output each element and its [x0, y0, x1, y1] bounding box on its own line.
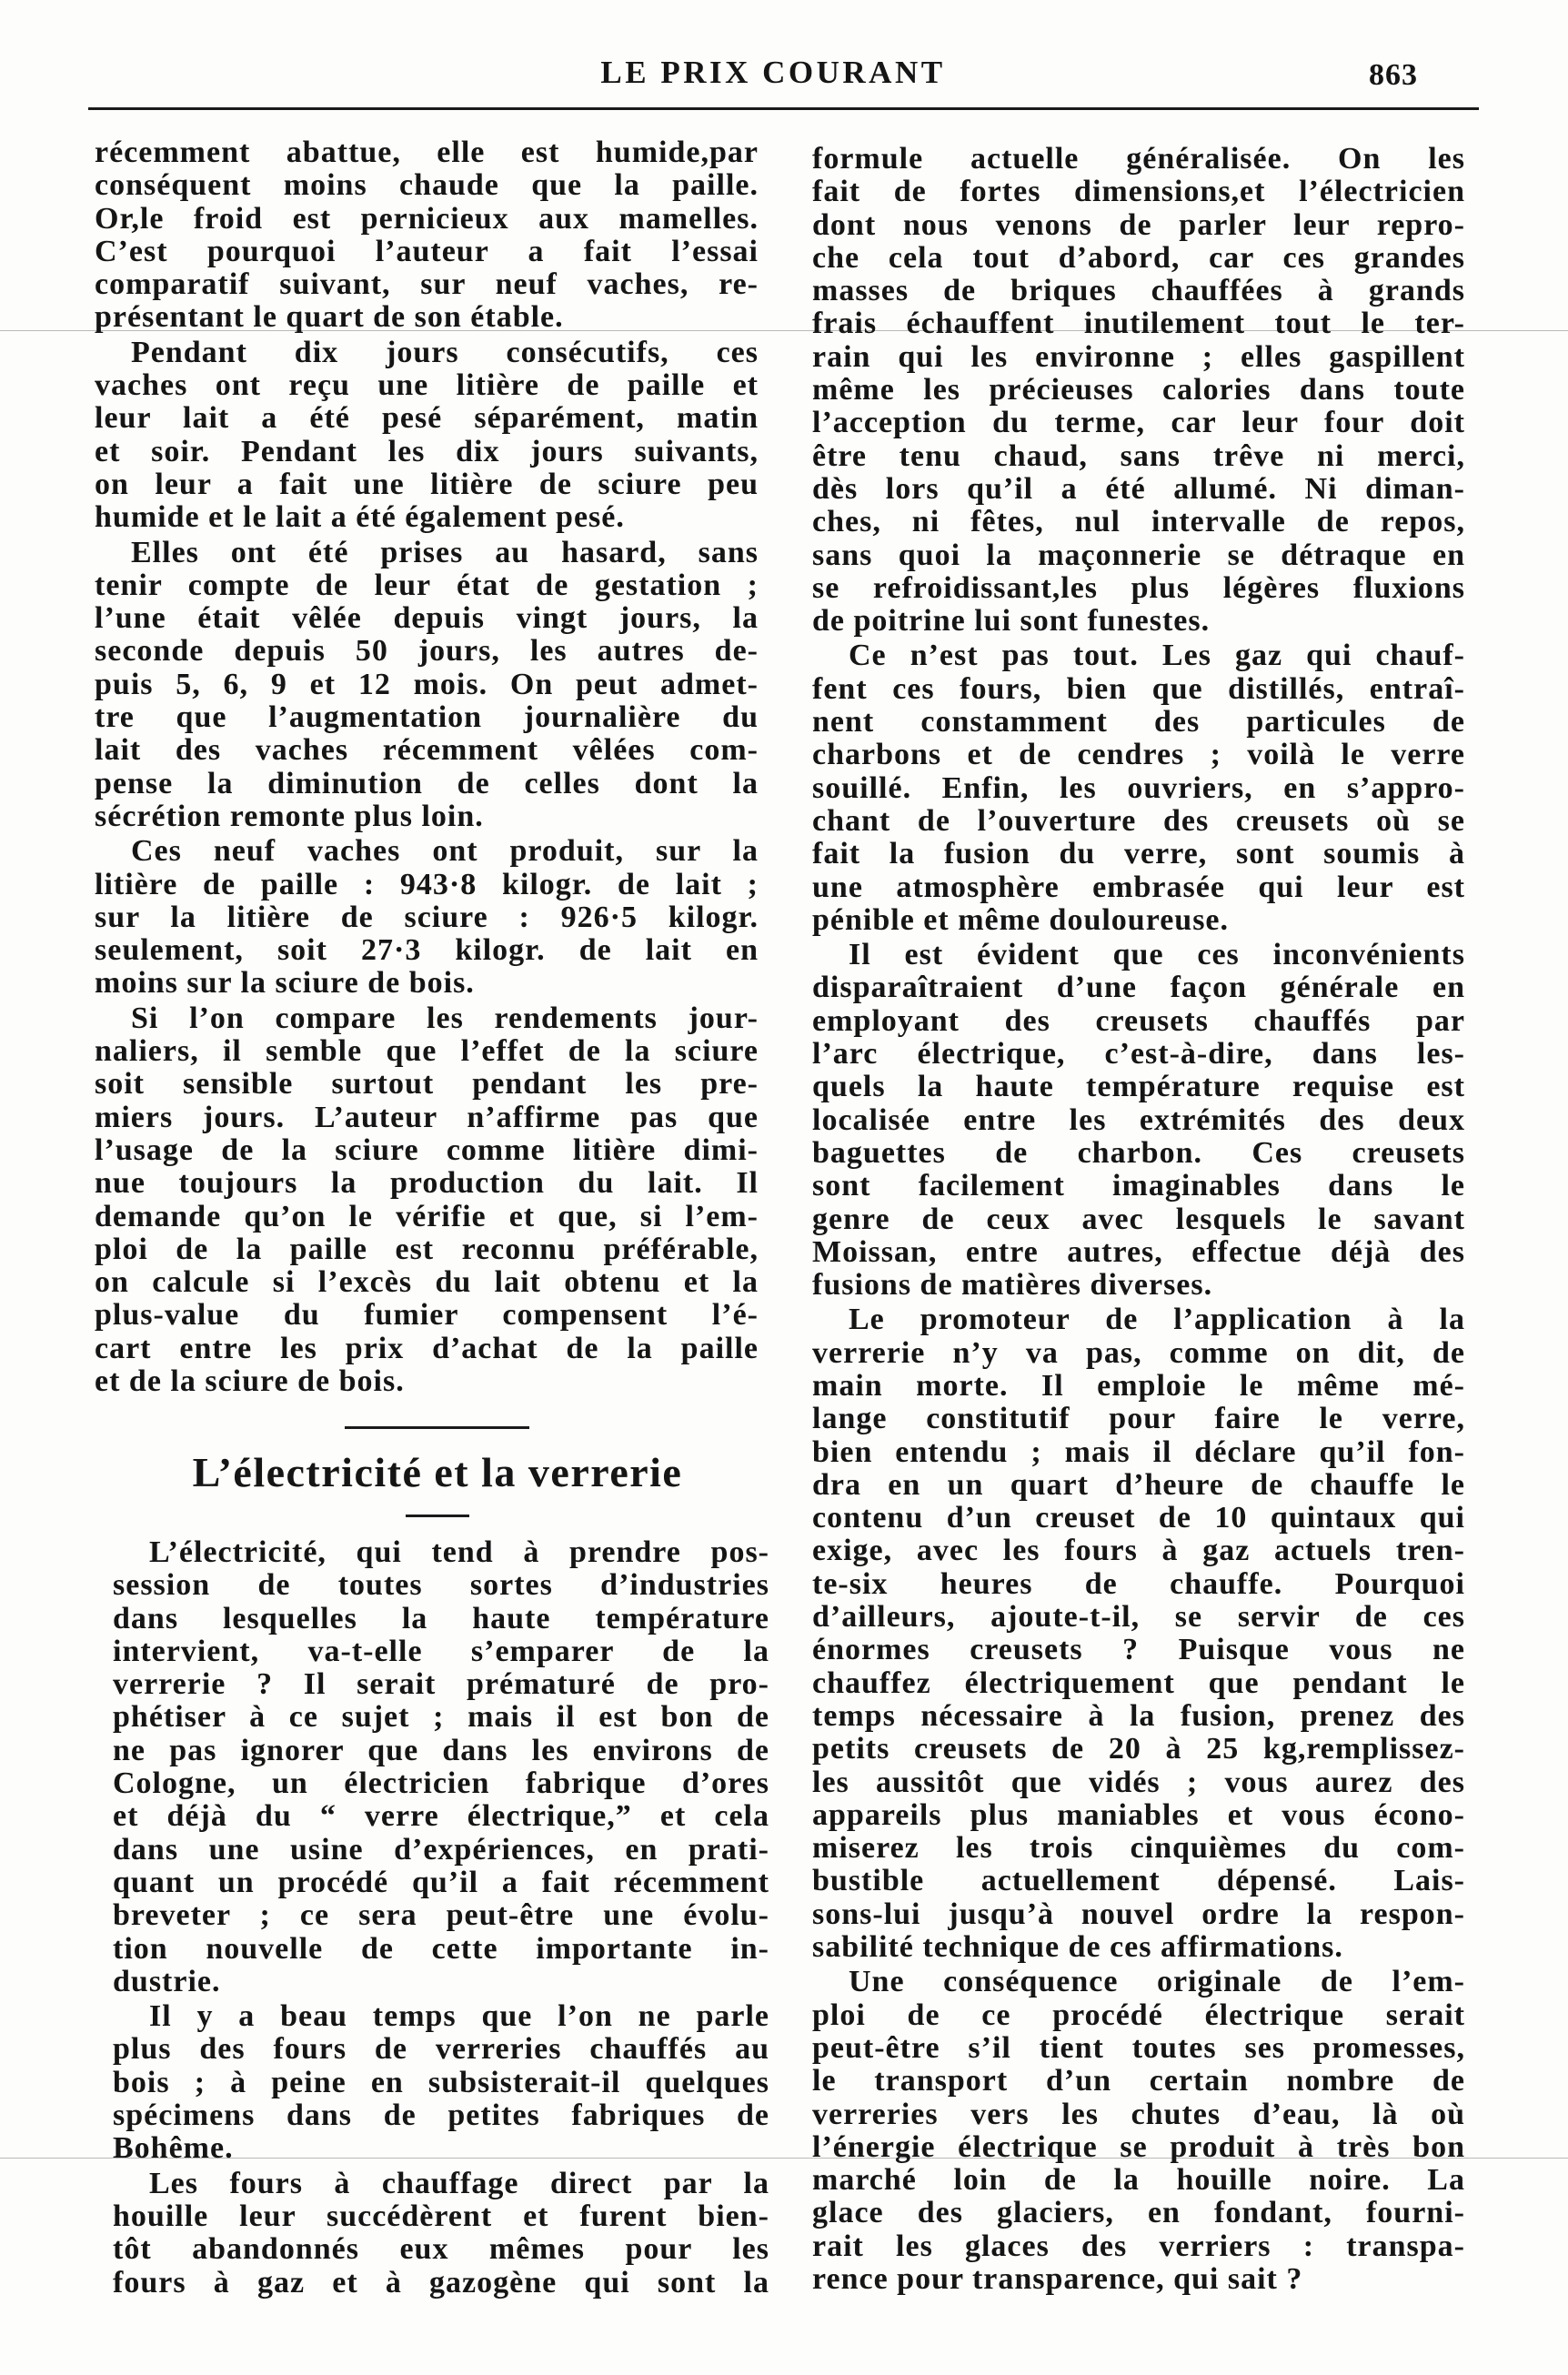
- text-line: sans quoi la maçonnerie se détraque en: [812, 538, 1465, 572]
- text-line: les aussitôt que vidés ; vous aurez des: [812, 1765, 1465, 1799]
- text-line: ne pas ignorer que dans les environs de: [113, 1733, 769, 1767]
- page-number: 863: [1369, 58, 1418, 92]
- text-line: verrerie n’y va pas, comme on dit, de: [812, 1335, 1465, 1370]
- text-line: Moissan, entre autres, effectue déjà des: [812, 1234, 1465, 1269]
- text-line: ches, ni fêtes, nul intervalle de repos,: [812, 505, 1465, 539]
- text-line: lait des vaches récemment vêlées com-: [95, 733, 759, 768]
- text-line: moins sur la sciure de bois.: [95, 966, 475, 1001]
- text-line: pense la diminution de celles dont la: [95, 766, 759, 800]
- text-line: intervient, va-t-elle s’emparer de la: [113, 1634, 769, 1668]
- text-line: baguettes de charbon. Ces creusets: [812, 1135, 1465, 1170]
- text-line: dont nous venons de parler leur repro-: [812, 207, 1465, 242]
- text-line: lange constitutif pour faire le verre,: [812, 1402, 1465, 1436]
- text-line: fours à gaz et à gazogène qui sont la: [113, 2265, 769, 2300]
- text-line: Les fours à chauffage direct par la: [149, 2166, 769, 2200]
- text-line: formule actuelle généralisée. On les: [812, 142, 1465, 176]
- text-line: fent ces fours, bien que distillés, entraî-: [812, 671, 1465, 706]
- text-line: fusions de matières diverses.: [812, 1268, 1213, 1303]
- text-line: Or,le froid est pernicieux aux mamelles.: [95, 201, 759, 236]
- text-line: Le promoteur de l’application à la: [849, 1303, 1465, 1337]
- paragraph: [95, 835, 759, 1000]
- text-line: seconde depuis 50 jours, les autres de-: [95, 634, 759, 669]
- text-line: sur la litière de sciure : 926·5 kilogr.: [95, 900, 759, 934]
- section-rule-above: [345, 1426, 529, 1429]
- text-line: leur lait a été pesé séparément, matin: [95, 401, 759, 436]
- left-column-top-text: [95, 136, 759, 1398]
- header-rule: [88, 107, 1479, 110]
- text-line: souillé. Enfin, les ouvriers, en s’appro-: [812, 770, 1465, 805]
- text-line: et de la sciure de bois.: [95, 1364, 405, 1398]
- text-line: naliers, il semble que l’effet de la sciure: [95, 1034, 759, 1069]
- text-line: dans lesquelles la haute température: [113, 1601, 769, 1635]
- text-line: de poitrine lui sont funestes.: [812, 604, 1211, 639]
- running-title: LE PRIX COURANT: [600, 55, 946, 90]
- text-line: localisée entre les extrémités des deux: [812, 1102, 1465, 1137]
- text-line: demande qu’on le vérifie et que, si l’em-: [95, 1199, 759, 1233]
- paragraph: [812, 939, 1465, 1302]
- article-heading-block: [100, 1410, 775, 1528]
- paragraph: [95, 136, 759, 335]
- text-line: bien entendu ; mais il déclare qu’il fon-: [812, 1434, 1465, 1469]
- text-line: Cologne, un électricien fabrique d’ores: [113, 1766, 769, 1801]
- text-line: nent constamment des particules de: [812, 705, 1465, 740]
- text-line: employant des creusets chauffés par: [812, 1003, 1465, 1038]
- text-line: glace des glaciers, en fondant, fourni-: [812, 2196, 1465, 2230]
- text-line: et soir. Pendant les dix jours suivants,: [95, 434, 759, 468]
- text-line: Pendant dix jours consécutifs, ces: [131, 335, 759, 369]
- text-line: exige, avec les fours à gaz actuels tren-: [812, 1534, 1465, 1568]
- text-line: petits creusets de 20 à 25 kg,remplissez-: [812, 1732, 1465, 1766]
- text-line: disparaîtraient d’une façon générale en: [812, 971, 1465, 1005]
- text-line: seulement, soit 27·3 kilogr. de lait en: [95, 933, 759, 968]
- text-line: conséquent moins chaude que la paille.: [95, 168, 759, 203]
- text-line: plus-value du fumier compensent l’é-: [95, 1298, 759, 1333]
- text-line: miers jours. L’auteur n’affirme pas que: [95, 1100, 759, 1134]
- text-line: bois ; à peine en subsisterait-il quelques: [113, 2065, 769, 2099]
- text-line: le transport d’un certain nombre de: [812, 2064, 1465, 2098]
- text-line: houille leur succédèrent et furent bien-: [113, 2199, 769, 2233]
- text-line: dustrie.: [113, 1964, 221, 1998]
- text-line: et déjà du “ verre électrique,” et cela: [113, 1799, 769, 1834]
- text-line: chauffez électriquement que pendant le: [812, 1666, 1465, 1700]
- text-line: phétiser à ce sujet ; mais il est bon de: [113, 1700, 769, 1735]
- text-line: Elles ont été prises au hasard, sans: [131, 535, 759, 569]
- paragraph: [95, 1002, 759, 1399]
- text-line: te-six heures de chauffe. Pourquoi: [812, 1566, 1465, 1601]
- text-line: quels la haute température requise est: [812, 1070, 1465, 1104]
- text-line: contenu d’un creuset de 10 quintaux qui: [812, 1501, 1465, 1535]
- text-line: rence pour transparence, qui sait ?: [812, 2262, 1303, 2296]
- text-line: plus des fours de verreries chauffés au: [113, 2032, 769, 2067]
- text-line: rait les glaces des verriers : transpa-: [812, 2229, 1465, 2263]
- text-line: tenir compte de leur état de gestation ;: [95, 568, 759, 602]
- text-line: récemment abattue, elle est humide,par: [95, 136, 759, 169]
- text-line: breveter ; ce sera peut-être une évolu-: [113, 1898, 769, 1933]
- text-line: sécrétion remonte plus loin.: [95, 799, 484, 833]
- text-line: temps nécessaire à la fusion, prenez des: [812, 1698, 1465, 1733]
- text-line: peut-être s’il tient toutes ses promesses,: [812, 2030, 1465, 2065]
- text-line: marché loin de la houille noire. La: [812, 2163, 1465, 2198]
- text-line: verrerie ? Il serait prématuré de pro-: [113, 1667, 769, 1702]
- text-line: che cela tout d’abord, car ces grandes: [812, 240, 1465, 275]
- text-line: Ces neuf vaches ont produit, sur la: [131, 834, 759, 869]
- text-line: charbons et de cendres ; voilà le verre: [812, 738, 1465, 772]
- text-line: nue toujours la production du lait. Il: [95, 1166, 759, 1201]
- text-line: genre de ceux avec lesquels le savant: [812, 1202, 1465, 1236]
- text-line: même les précieuses calories dans toute: [812, 373, 1465, 408]
- text-line: fait de fortes dimensions,et l’électricien: [812, 175, 1465, 209]
- paragraph: [95, 537, 759, 834]
- text-line: sont facilement imaginables dans le: [812, 1169, 1465, 1203]
- text-line: soit sensible surtout pendant les pre-: [95, 1067, 759, 1102]
- text-line: l’usage de la sciure comme litière dimi-: [95, 1132, 759, 1167]
- paragraph: [113, 2000, 769, 2165]
- left-column-bottom-text: [113, 1536, 769, 2300]
- paragraph: [113, 1536, 769, 1998]
- text-line: rain qui les environne ; elles gaspillent: [812, 339, 1465, 374]
- text-line: être tenu chaud, sans trêve ni merci,: [812, 438, 1465, 473]
- text-line: dans une usine d’expériences, en prati-: [113, 1832, 769, 1867]
- text-line: verreries vers les chutes d’eau, là où: [812, 2097, 1465, 2131]
- text-line: Bohême.: [113, 2131, 234, 2166]
- paragraph: [812, 639, 1465, 937]
- text-line: ploi de la paille est reconnu préférable,: [95, 1232, 759, 1266]
- text-line: l’une était vêlée depuis vingt jours, la: [95, 601, 759, 636]
- article-title: L’électricité et la verrerie: [192, 1449, 683, 1495]
- text-line: L’électricité, qui tend à prendre pos-: [149, 1535, 769, 1569]
- text-line: vaches ont reçu une litière de paille et: [95, 368, 759, 403]
- text-line: on leur a fait une litière de sciure peu: [95, 467, 759, 501]
- text-line: comparatif suivant, sur neuf vaches, re-: [95, 267, 759, 302]
- text-line: l’énergie électrique se produit à très bon: [812, 2129, 1465, 2164]
- text-line: tion nouvelle de cette importante in-: [113, 1931, 769, 1966]
- text-line: ploi de ce procédé électrique serait: [812, 1998, 1465, 2032]
- text-line: Ce n’est pas tout. Les gaz qui chauf-: [849, 639, 1465, 673]
- text-line: humide et le lait a été également pesé.: [95, 500, 625, 535]
- text-line: une atmosphère embrasée qui leur est: [812, 870, 1465, 904]
- text-line: tre que l’augmentation journalière du: [95, 700, 759, 735]
- text-line: puis 5, 6, 9 et 12 mois. On peut admet-: [95, 667, 759, 701]
- text-line: Il y a beau temps que l’on ne parle: [149, 1999, 769, 2034]
- paragraph: [812, 143, 1465, 638]
- text-line: litière de paille : 943·8 kilogr. de lait ;: [95, 867, 759, 901]
- right-column-text: [812, 143, 1465, 2296]
- text-line: miserez les trois cinquièmes du com-: [812, 1831, 1465, 1866]
- text-line: Si l’on compare les rendements jour-: [131, 1001, 759, 1035]
- section-rule-below: [406, 1515, 469, 1517]
- text-line: énormes creusets ? Puisque vous ne: [812, 1633, 1465, 1667]
- text-line: présentant le quart de son étable.: [95, 300, 564, 335]
- text-line: appareils plus maniables et vous écono-: [812, 1797, 1465, 1832]
- text-line: fait la fusion du verre, sont soumis à: [812, 837, 1465, 871]
- text-line: tôt abandonnés eux mêmes pour les: [113, 2232, 769, 2267]
- text-line: bustible actuellement dépensé. Lais-: [812, 1864, 1465, 1898]
- text-line: l’acception du terme, car leur four doit: [812, 406, 1465, 440]
- text-line: quant un procédé qu’il a fait récemment: [113, 1865, 769, 1899]
- paragraph: [113, 2168, 769, 2300]
- text-line: Une conséquence originale de l’em-: [849, 1965, 1465, 1999]
- paragraph: [95, 337, 759, 535]
- text-line: main morte. Il emploie le même mé-: [812, 1368, 1465, 1403]
- text-line: pénible et même douloureuse.: [812, 902, 1230, 937]
- text-line: l’arc électrique, c’est-à-dire, dans les-: [812, 1037, 1465, 1072]
- text-line: d’ailleurs, ajoute-t-il, se servir de ces: [812, 1600, 1465, 1635]
- text-line: sabilité technique de ces affirmations.: [812, 1930, 1343, 1965]
- text-line: sons-lui jusqu’à nouvel ordre la respon-: [812, 1897, 1465, 1931]
- text-line: cart entre les prix d’achat de la paille: [95, 1331, 759, 1365]
- text-line: se refroidissant,les plus légères fluxions: [812, 570, 1465, 605]
- text-line: C’est pourquoi l’auteur a fait l’essai: [95, 234, 759, 268]
- paragraph: [812, 1303, 1465, 1964]
- text-line: dès lors qu’il a été allumé. Ni diman-: [812, 471, 1465, 506]
- text-line: masses de briques chauffées à grands: [812, 274, 1465, 308]
- text-line: session de toutes sortes d’industries: [113, 1568, 769, 1603]
- paragraph: [812, 1966, 1465, 2296]
- text-line: chant de l’ouverture des creusets où se: [812, 803, 1465, 838]
- text-line: spécimens dans de petites fabriques de: [113, 2098, 769, 2133]
- text-line: Il est évident que ces inconvénients: [849, 938, 1465, 972]
- text-line: on calcule si l’excès du lait obtenu et la: [95, 1265, 759, 1300]
- text-line: dra en un quart d’heure de chauffe le: [812, 1467, 1465, 1502]
- text-line: frais échauffent inutilement tout le ter-: [812, 307, 1465, 341]
